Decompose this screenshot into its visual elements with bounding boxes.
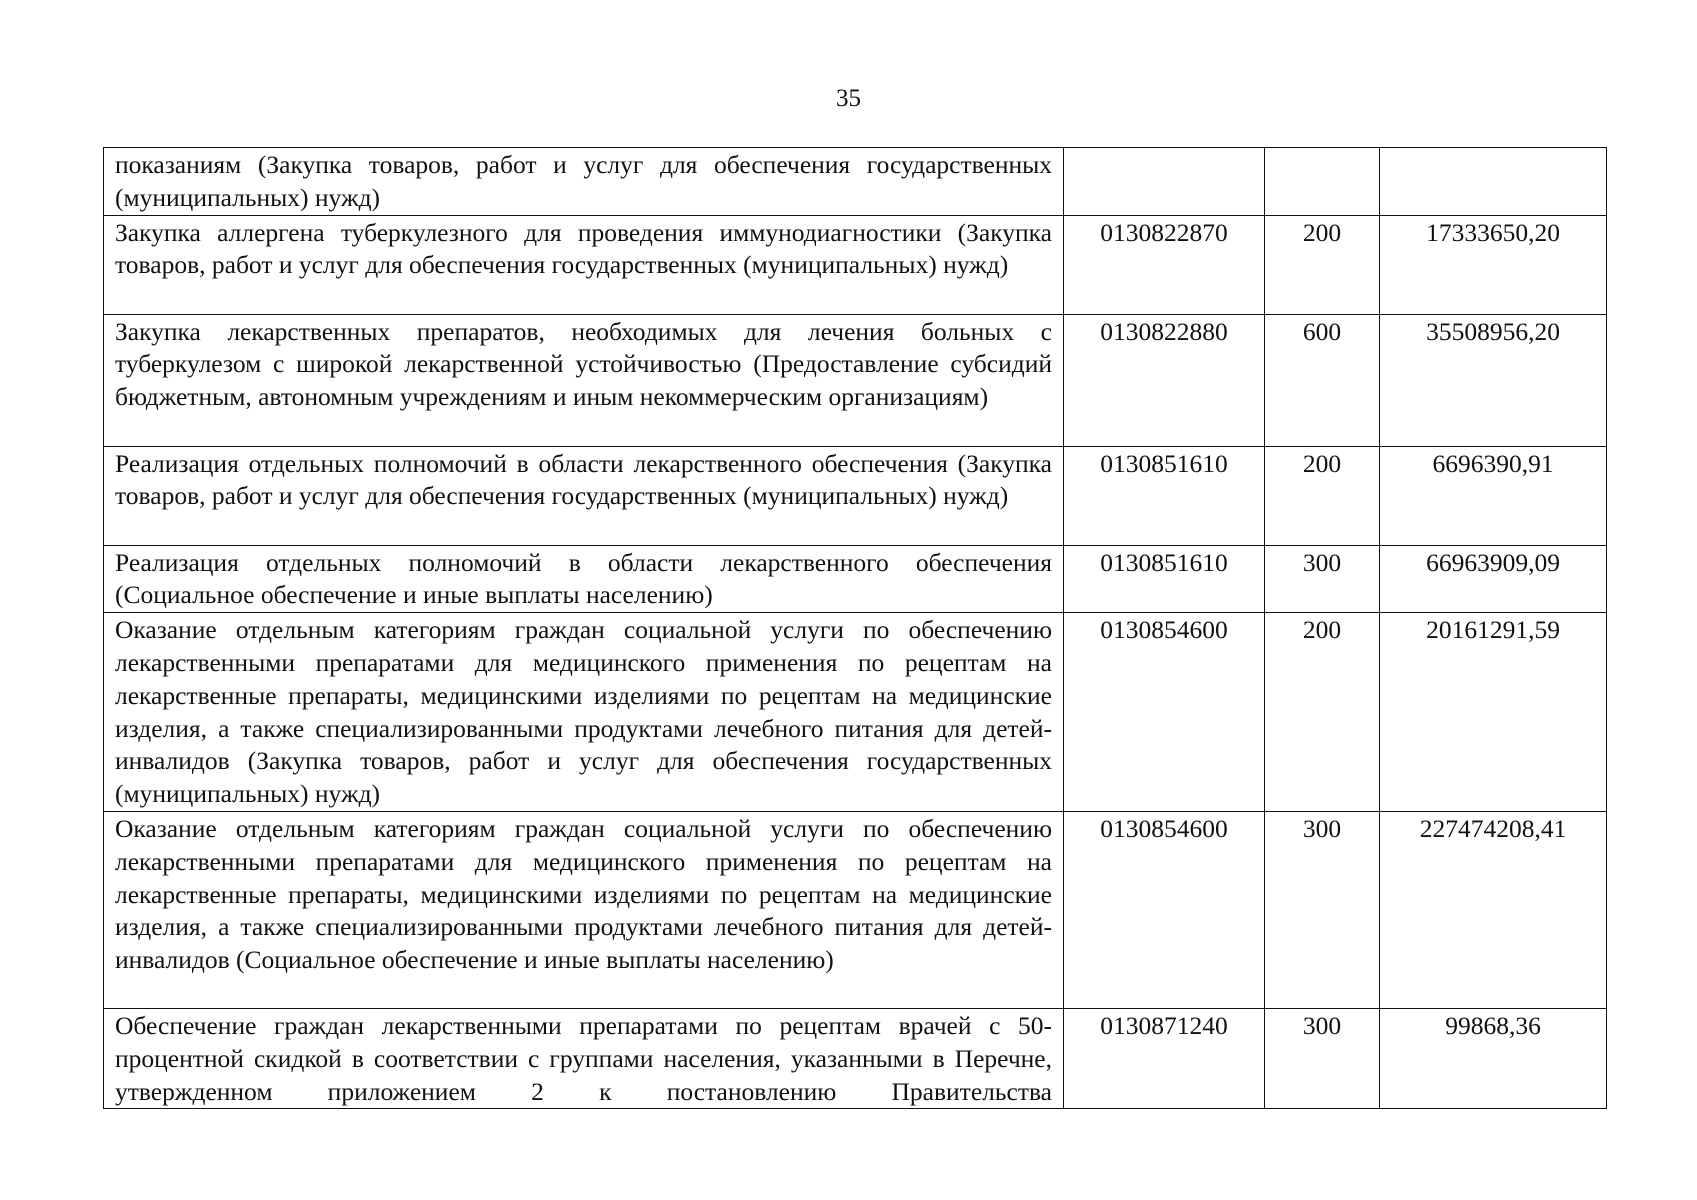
- row-target-code: 0130851610: [1064, 446, 1265, 545]
- row-description: Реализация отдельных полномочий в области лекарственного обеспечения (Социальное обеспечение и иные выплаты населению): [104, 545, 1064, 613]
- table-row: [104, 811, 1607, 1008]
- row-amount: 99868,36: [1380, 1008, 1607, 1108]
- row-expense-type: 300: [1265, 545, 1380, 613]
- row-amount: 66963909,09: [1380, 545, 1607, 613]
- row-amount: 35508956,20: [1380, 314, 1607, 446]
- row-expense-type: [1265, 148, 1380, 216]
- budget-table: [103, 147, 1607, 1109]
- row-target-code: [1064, 148, 1265, 216]
- row-target-code: 0130854600: [1064, 613, 1265, 812]
- row-expense-type: 200: [1265, 613, 1380, 812]
- row-amount: 17333650,20: [1380, 215, 1607, 314]
- row-description: Реализация отдельных полномочий в области лекарственного обеспечения (Закупка товаров, работ и услуг для обеспечения государственных (муниципальных) нужд): [104, 446, 1064, 545]
- table-row: [104, 1008, 1607, 1108]
- row-expense-type: 300: [1265, 1008, 1380, 1108]
- row-target-code: 0130871240: [1064, 1008, 1265, 1108]
- row-target-code: 0130822880: [1064, 314, 1265, 446]
- table-row: [104, 215, 1607, 314]
- row-amount: 20161291,59: [1380, 613, 1607, 812]
- table-row: [104, 545, 1607, 613]
- row-target-code: 0130822870: [1064, 215, 1265, 314]
- row-amount: 227474208,41: [1380, 811, 1607, 1008]
- row-expense-type: 300: [1265, 811, 1380, 1008]
- row-target-code: 0130851610: [1064, 545, 1265, 613]
- row-description: Оказание отдельным категориям граждан социальной услуги по обеспечению лекарственными препаратами для медицинского применения по рецептам на лекарственные препараты, медицинскими изделиями по рецептам на медицинские изделия, а также специализированными продуктами лечебного питания для детей-инвалидов (Закупка товаров, работ и услуг для обеспечения государственных (муниципальных) нужд): [104, 613, 1064, 812]
- row-expense-type: 200: [1265, 446, 1380, 545]
- table-row: [104, 446, 1607, 545]
- table-row: [104, 613, 1607, 812]
- row-amount: 6696390,91: [1380, 446, 1607, 545]
- table-row: [104, 314, 1607, 446]
- row-description: Закупка аллергена туберкулезного для проведения иммунодиагностики (Закупка товаров, работ и услуг для обеспечения государственных (муниципальных) нужд): [104, 215, 1064, 314]
- row-description: показаниям (Закупка товаров, работ и услуг для обеспечения государственных (муниципальных) нужд): [104, 148, 1064, 216]
- row-description: Закупка лекарственных препаратов, необходимых для лечения больных с туберкулезом с широкой лекарственной устойчивостью (Предоставление субсидий бюджетным, автономным учреждениям и иным некоммерческим организациям): [104, 314, 1064, 446]
- row-target-code: 0130854600: [1064, 811, 1265, 1008]
- table-row: [104, 148, 1607, 216]
- page-number: 35: [836, 85, 861, 112]
- row-expense-type: 600: [1265, 314, 1380, 446]
- row-description: Оказание отдельным категориям граждан социальной услуги по обеспечению лекарственными препаратами для медицинского применения по рецептам на лекарственные препараты, медицинскими изделиями по рецептам на медицинские изделия, а также специализированными продуктами лечебного питания для детей-инвалидов (Социальное обеспечение и иные выплаты населению): [104, 811, 1064, 1008]
- row-description: Обеспечение граждан лекарственными препаратами по рецептам врачей с 50-процентной скидкой в соответствии с группами населения, указанными в Перечне, утвержденном приложением 2 к постановлению Правительства: [104, 1008, 1064, 1108]
- row-amount: [1380, 148, 1607, 216]
- row-expense-type: 200: [1265, 215, 1380, 314]
